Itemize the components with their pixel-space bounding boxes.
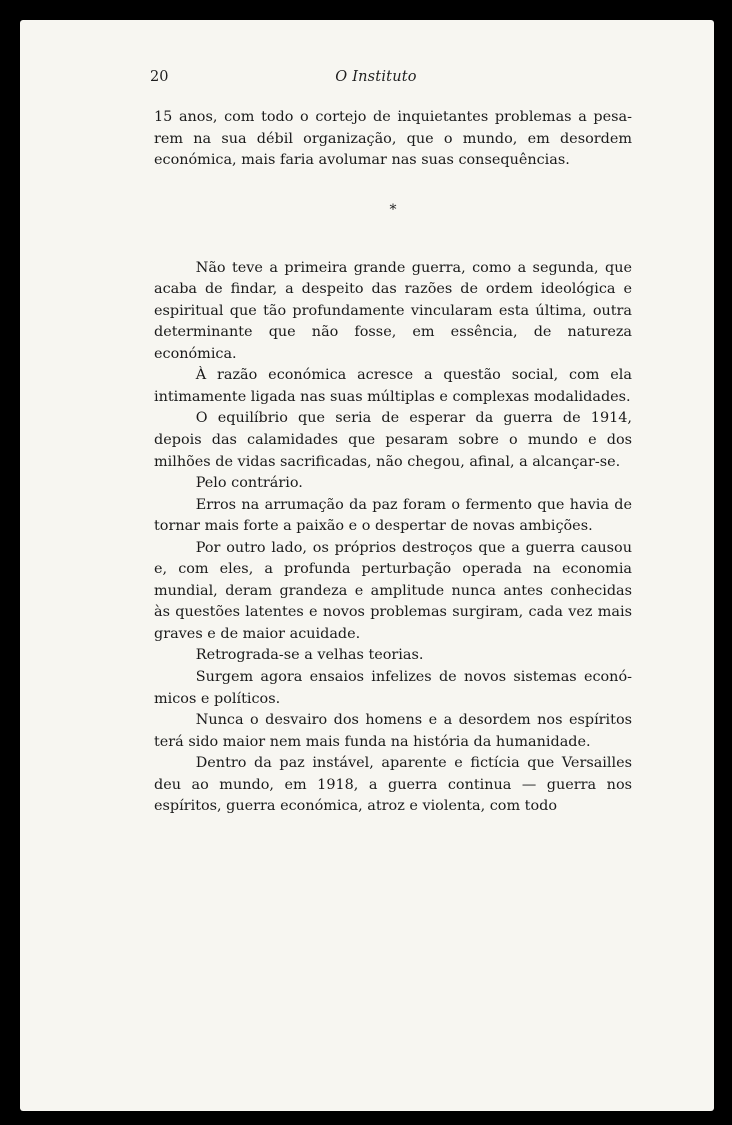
paragraph: À razão económica acresce a questão social, com ela intimamente ligada nas suas múltiplas e complexas modalidades. bbox=[154, 367, 632, 405]
page-header bbox=[150, 69, 602, 97]
section-separator bbox=[154, 172, 632, 258]
opening-paragraph: 15 anos, com todo o cortejo de inquietantes problemas a pesarem na sua débil organização, que o mundo, em desordem económica, mais faria avolumar nas suas consequências. bbox=[154, 109, 632, 169]
paragraph: Não teve a primeira grande guerra, como a segunda, que acaba de findar, a despeito das razões de ordem ideológica e espiritual que tão profundamente vincularam esta última, outra determinante que não fosse, em essência, de natureza económica. bbox=[154, 259, 632, 362]
page-number: 20 bbox=[150, 69, 169, 85]
paragraph: O equilíbrio que seria de esperar da guerra de 1914, depois das calamidades que pesaram sobre o mundo e dos milhões de vidas sacrificadas, não chegou, afinal, a alcançar-se. bbox=[154, 410, 632, 470]
paragraph: Dentro da paz instável, aparente e fictícia que Versailles deu ao mundo, em 1918, a guerra continua — guerra nos espíritos, guerra económica, atroz e violenta, com todo bbox=[154, 755, 632, 815]
paragraph: Retrograda-se a velhas teorias. bbox=[195, 647, 424, 664]
paragraph: Pelo contrário. bbox=[195, 475, 303, 492]
page-body bbox=[154, 107, 632, 818]
asterisk-separator: * bbox=[389, 201, 397, 218]
paragraph: Surgem agora ensaios infelizes de novos sistemas económicos e políticos. bbox=[154, 669, 632, 707]
paragraph: Nunca o desvairo dos homens e a desordem nos espíritos terá sido maior nem mais funda na história da humanidade. bbox=[154, 712, 632, 750]
paragraph: Por outro lado, os próprios destroços que a guerra causou e, com eles, a profunda perturbação operada na economia mundial, deram grandeza e amplitude nunca antes conhecidas às questões latentes e novos problemas surgiram, cada vez mais graves e de maior acuidade. bbox=[154, 539, 632, 642]
running-title: O Instituto bbox=[335, 69, 417, 85]
paragraph: Erros na arrumação da paz foram o fermento que havia de tornar mais forte a paixão e o despertar de novas ambições. bbox=[154, 496, 632, 535]
